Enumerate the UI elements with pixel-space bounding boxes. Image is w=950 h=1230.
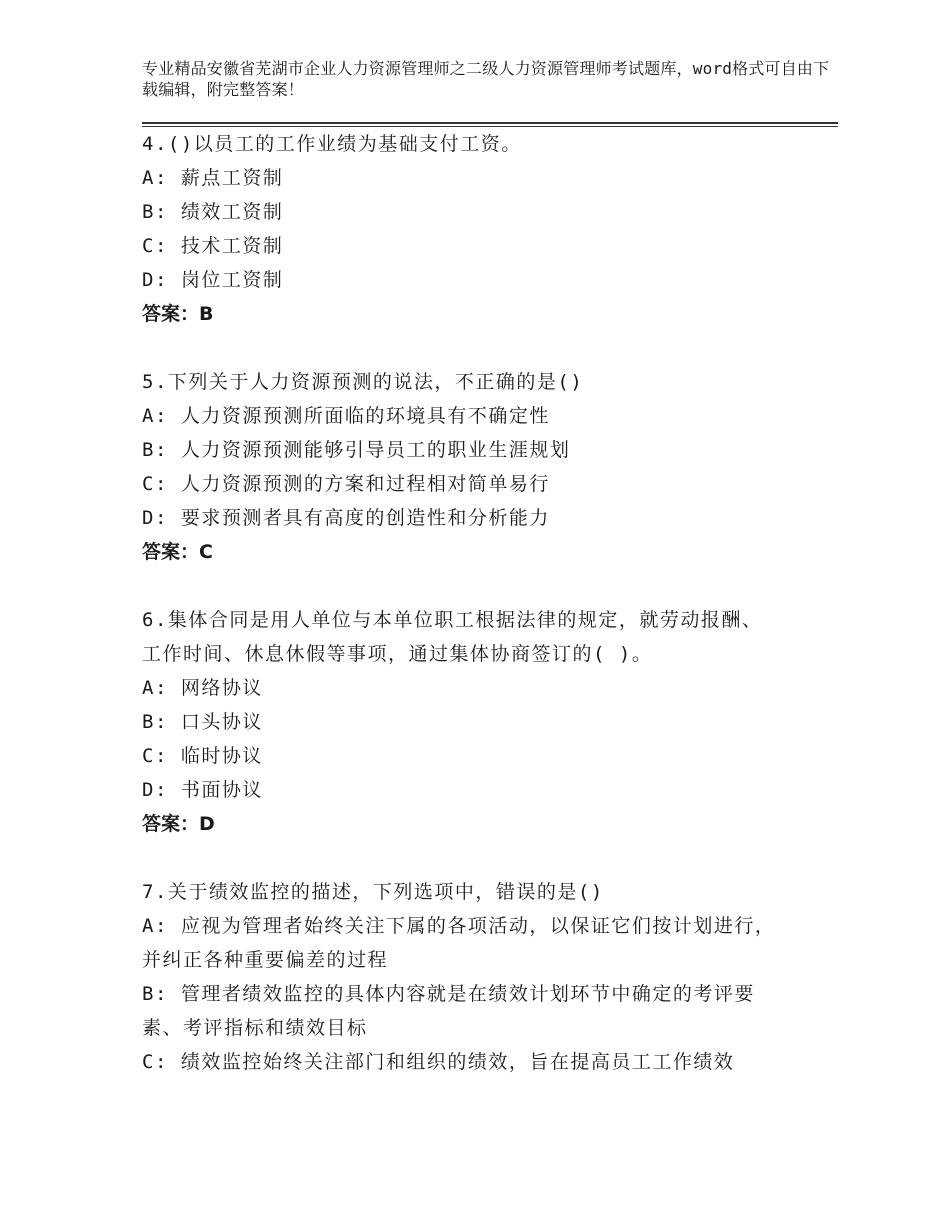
option-b: 素、考评指标和绩效目标 — [142, 1017, 368, 1039]
answer-label: 答案：D — [142, 813, 215, 835]
option-a: A: 薪点工资制 — [142, 167, 284, 189]
option-c: C: 绩效监控始终关注部门和组织的绩效，旨在提高员工工作绩效 — [142, 1051, 735, 1073]
option-c: C: 技术工资制 — [142, 235, 284, 257]
option-a: 并纠正各种重要偏差的过程 — [142, 949, 389, 971]
option-c: C: 人力资源预测的方案和过程相对简单易行 — [142, 473, 550, 495]
answer-label: 答案：B — [142, 303, 214, 325]
question-block — [142, 365, 822, 569]
header-rule-thick — [142, 122, 838, 124]
answer-label: 答案：C — [142, 541, 213, 563]
option-b: B: 人力资源预测能够引导员工的职业生涯规划 — [142, 439, 571, 461]
option-d: D: 书面协议 — [142, 779, 263, 801]
question-block — [142, 875, 822, 1079]
document-header: 专业精品安徽省芜湖市企业人力资源管理师之二级人力资源管理师考试题库，word格式可自由下载编辑，附完整答案！ — [142, 59, 830, 99]
question-stem: 工作时间、休息休假等事项，通过集体协商签订的( )。 — [142, 643, 653, 665]
question-list — [142, 127, 822, 1113]
question-block — [142, 603, 822, 841]
option-b: B: 绩效工资制 — [142, 201, 284, 223]
question-block — [142, 127, 822, 331]
option-a: A: 人力资源预测所面临的环境具有不确定性 — [142, 405, 550, 427]
question-stem: 5.下列关于人力资源预测的说法，不正确的是() — [142, 371, 584, 393]
option-a: A: 应视为管理者始终关注下属的各项活动，以保证它们按计划进行， — [142, 915, 776, 937]
option-b: B: 管理者绩效监控的具体内容就是在绩效计划环节中确定的考评要 — [142, 983, 755, 1005]
question-stem: 6.集体合同是用人单位与本单位职工根据法律的规定，就劳动报酬、 — [142, 609, 763, 631]
option-a: A: 网络协议 — [142, 677, 263, 699]
option-c: C: 临时协议 — [142, 745, 263, 767]
option-d: D: 要求预测者具有高度的创造性和分析能力 — [142, 507, 550, 529]
question-stem: 7.关于绩效监控的描述，下列选项中，错误的是() — [142, 881, 604, 903]
option-d: D: 岗位工资制 — [142, 269, 284, 291]
question-stem: 4.()以员工的工作业绩为基础支付工资。 — [142, 133, 522, 155]
option-b: B: 口头协议 — [142, 711, 263, 733]
